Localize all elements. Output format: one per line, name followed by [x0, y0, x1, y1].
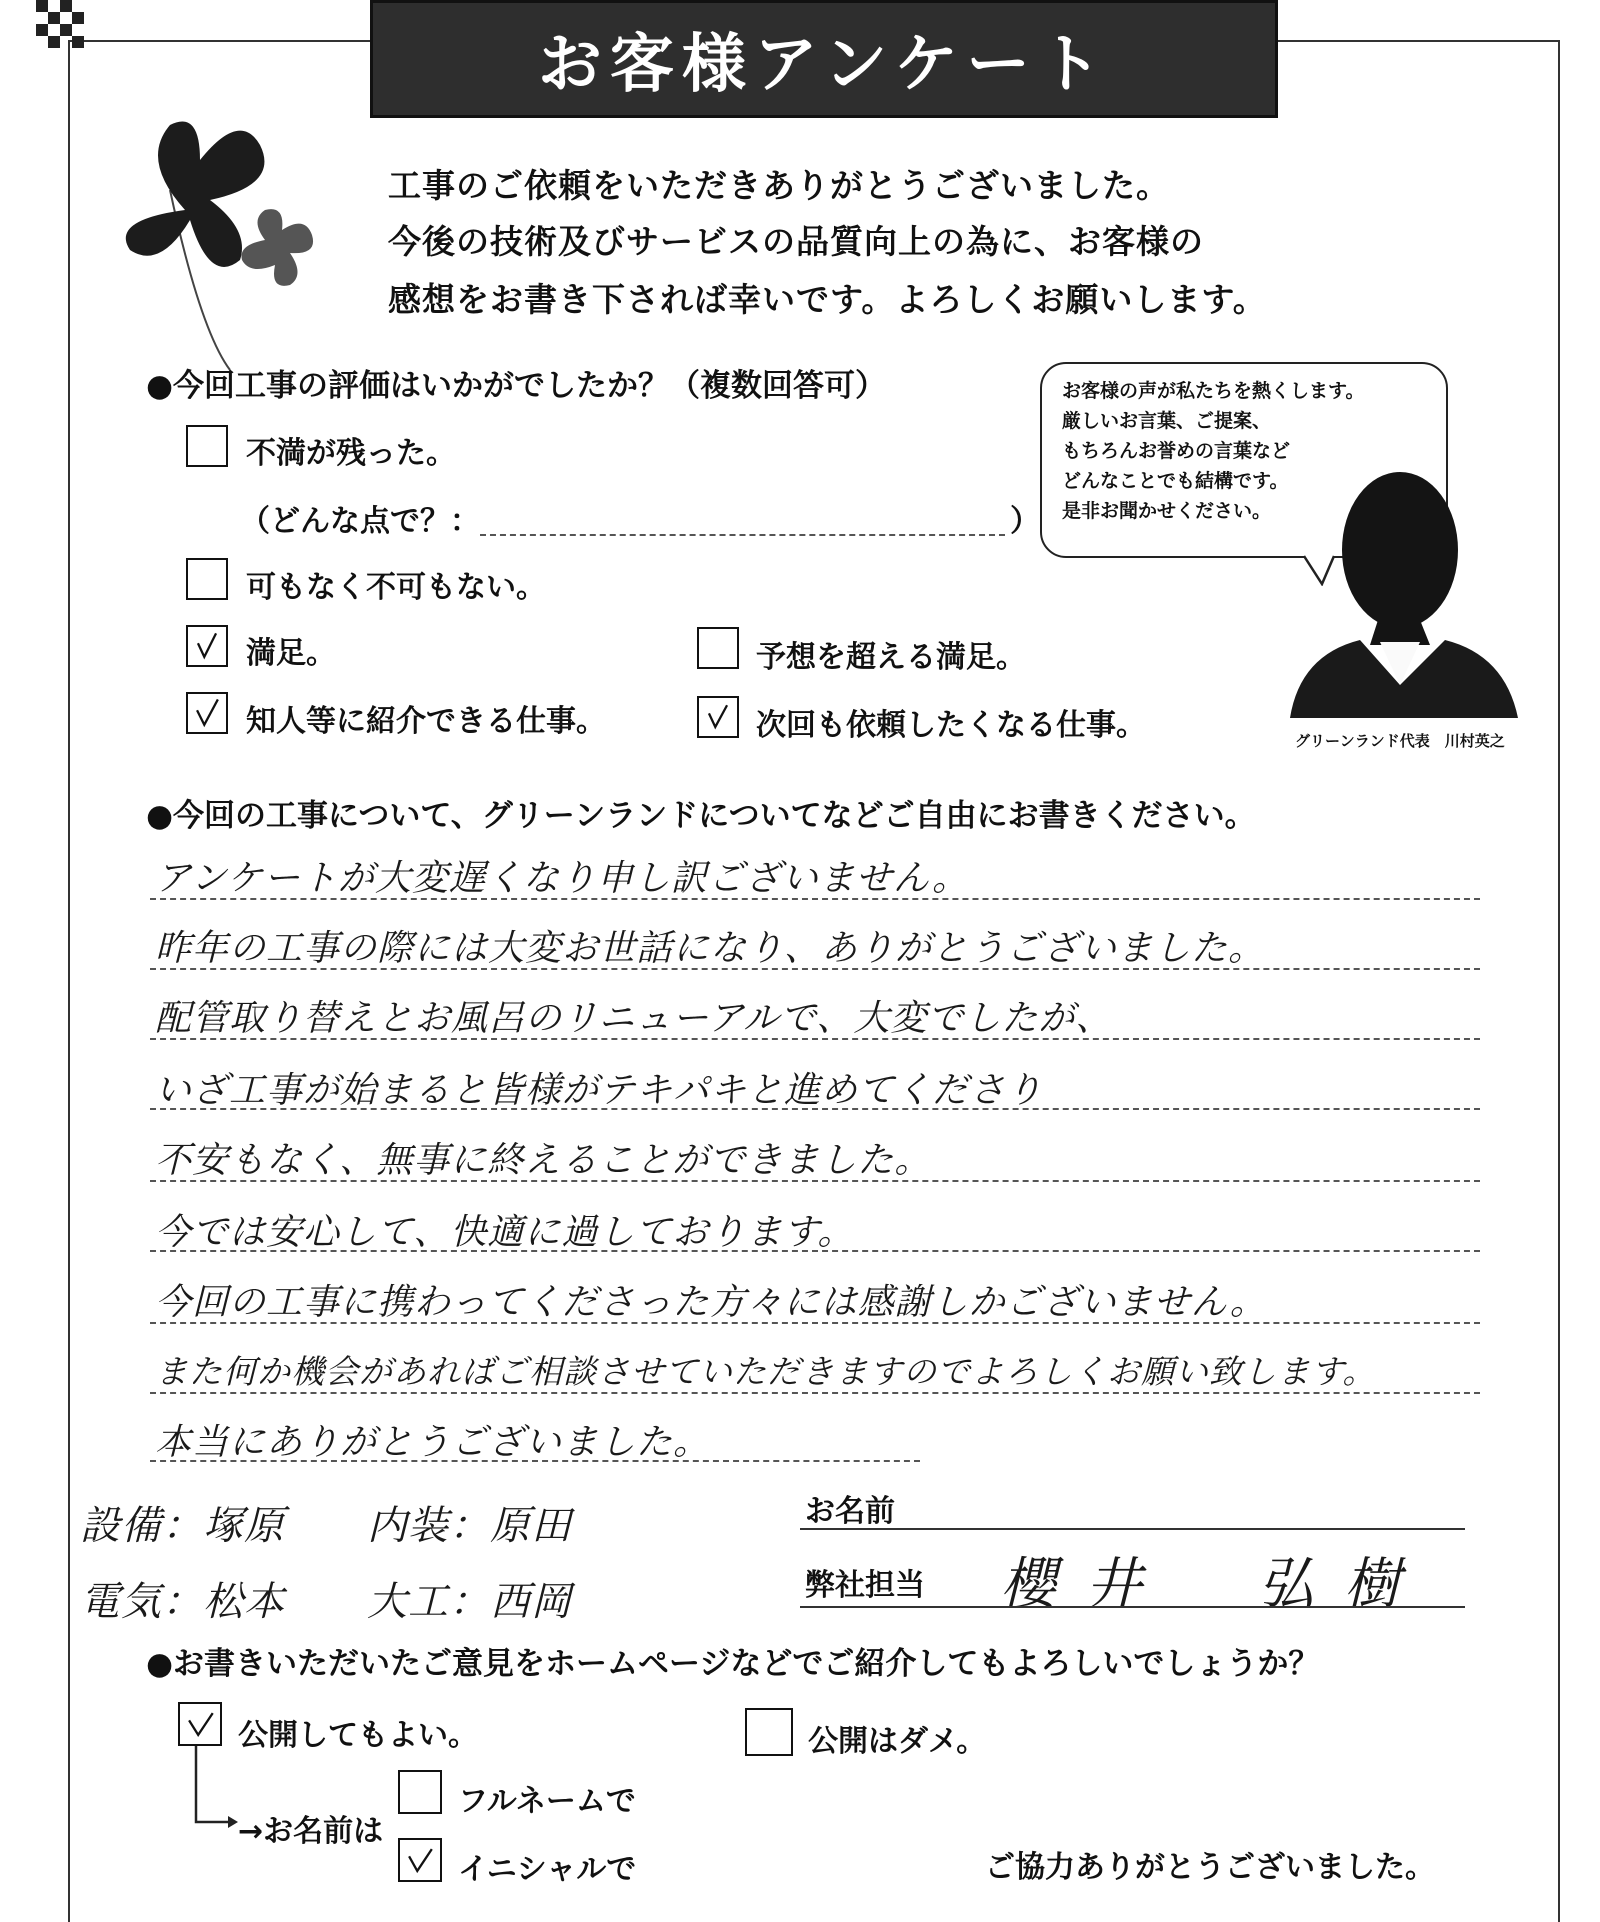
detail-close-paren: ）: [1010, 504, 1040, 539]
intro-line-1: 工事のご依頼をいただきありがとうございました。: [388, 166, 1170, 205]
q2-heading: ●今回の工事について、グリーンランドについてなどご自由にお書きください。: [146, 798, 1256, 834]
representative-photo: [1280, 470, 1540, 720]
bubble-line: もちろんお誉めの言葉など: [1062, 440, 1291, 462]
name-line: [800, 1528, 1465, 1530]
option-recommend-label: 知人等に紹介できる仕事。: [246, 704, 606, 739]
detail-answer-line[interactable]: [480, 534, 1005, 536]
answer-rule: [150, 968, 1480, 970]
answer-rule: [150, 898, 1480, 900]
answer-rule: [150, 1108, 1480, 1110]
check-mark-icon: [699, 698, 737, 736]
answer-line-4: いざ工事が始まると皆様がテキパキと進めてくださり: [155, 1070, 1044, 1111]
checkbox-fullname[interactable]: [398, 1770, 442, 1814]
option-again-label: 次回も依頼したくなる仕事。: [756, 708, 1146, 743]
checkbox-dissatisfied[interactable]: [186, 425, 228, 467]
answer-rule: [150, 1250, 1480, 1252]
checkbox-initials[interactable]: [398, 1838, 442, 1882]
answer-rule: [150, 1038, 1480, 1040]
option-beyond-label: 予想を超える満足。: [756, 640, 1026, 675]
check-mark-icon: [188, 627, 226, 665]
survey-title-banner: [370, 0, 1278, 118]
answer-line-7: 今回の工事に携わってくださった方々には感謝しかございません。: [155, 1282, 1267, 1323]
checkbox-request-again[interactable]: [697, 696, 739, 738]
answer-rule: [150, 1392, 1480, 1394]
answer-line-2: 昨年の工事の際には大変お世話になり、ありがとうございました。: [155, 928, 1266, 969]
intro-line-2: 今後の技術及びサービスの品質向上の為に、お客様の: [388, 222, 1204, 261]
staff-signature: 櫻井 弘樹: [1000, 1552, 1430, 1617]
answer-rule: [150, 1460, 920, 1462]
staff-line: [800, 1606, 1465, 1608]
survey-title: お客様アンケート: [537, 28, 1111, 102]
checkbox-recommend[interactable]: [186, 692, 228, 734]
staff-notes-line-2: 電気：松本 大工：西岡: [80, 1579, 572, 1625]
option-satisfied-label: 満足。: [246, 636, 336, 671]
intro-line-3: 感想をお書き下されば幸いです。よろしくお願いします。: [388, 280, 1267, 319]
option-neutral-label: 可もなく不可もない。: [246, 570, 546, 605]
answer-line-1: アンケートが大変遅くなり申し訳ございません。: [155, 858, 970, 899]
arrow-connector: [192, 1746, 240, 1836]
staff-label: 弊社担当: [805, 1568, 925, 1603]
initials-label: イニシャルで: [458, 1852, 637, 1887]
q1-heading: ●今回工事の評価はいかがでしたか？（複数回答可）: [146, 368, 887, 404]
detail-prompt: （どんな点で？：: [240, 504, 480, 539]
check-mark-icon: [188, 694, 226, 732]
bubble-line: 是非お聞かせください。: [1062, 500, 1272, 522]
checkbox-neutral[interactable]: [186, 558, 228, 600]
answer-line-3: 配管取り替えとお風呂のリニューアルで、大変でしたが、: [155, 998, 1113, 1039]
staff-notes-line-1: 設備：塚原 内装：原田: [80, 1503, 572, 1549]
checkbox-satisfied[interactable]: [186, 625, 228, 667]
checkbox-beyond-expectations[interactable]: [697, 627, 739, 669]
publish-ok-label: 公開してもよい。: [238, 1718, 478, 1753]
q3-heading: ●お書きいただいたご意見をホームページなどでご紹介してもよろしいでしょうか？: [146, 1646, 1320, 1682]
answer-line-8: また何か機会があればご相談させていただきますのでよろしくお願い致します。: [155, 1352, 1377, 1391]
answer-rule: [150, 1180, 1480, 1182]
bubble-line: お客様の声が私たちを熱くします。: [1062, 380, 1365, 402]
closing-message: ご協力ありがとうございました。: [985, 1850, 1435, 1885]
check-mark-icon: [400, 1840, 440, 1880]
bubble-line: 厳しいお言葉、ご提案、: [1062, 410, 1272, 432]
name-display-label: →お名前は: [238, 1814, 384, 1849]
checkbox-publish-ok[interactable]: [178, 1702, 222, 1746]
photo-caption: グリーンランド代表 川村英之: [1295, 732, 1505, 750]
check-mark-icon: [180, 1704, 220, 1744]
fullname-label: フルネームで: [458, 1784, 636, 1819]
answer-rule: [150, 1322, 1480, 1324]
answer-line-9: 本当にありがとうございました。: [155, 1422, 711, 1463]
checkbox-publish-ng[interactable]: [745, 1708, 793, 1756]
bubble-line: どんなことでも結構です。: [1062, 470, 1289, 492]
option-dissatisfied-label: 不満が残った。: [246, 436, 456, 471]
corner-pattern: [36, 0, 88, 48]
publish-ng-label: 公開はダメ。: [808, 1724, 987, 1759]
answer-line-6: 今では安心して、快適に過しております。: [155, 1212, 855, 1253]
answer-line-5: 不安もなく、無事に終えることができました。: [155, 1140, 932, 1181]
name-label: お名前: [805, 1494, 895, 1529]
